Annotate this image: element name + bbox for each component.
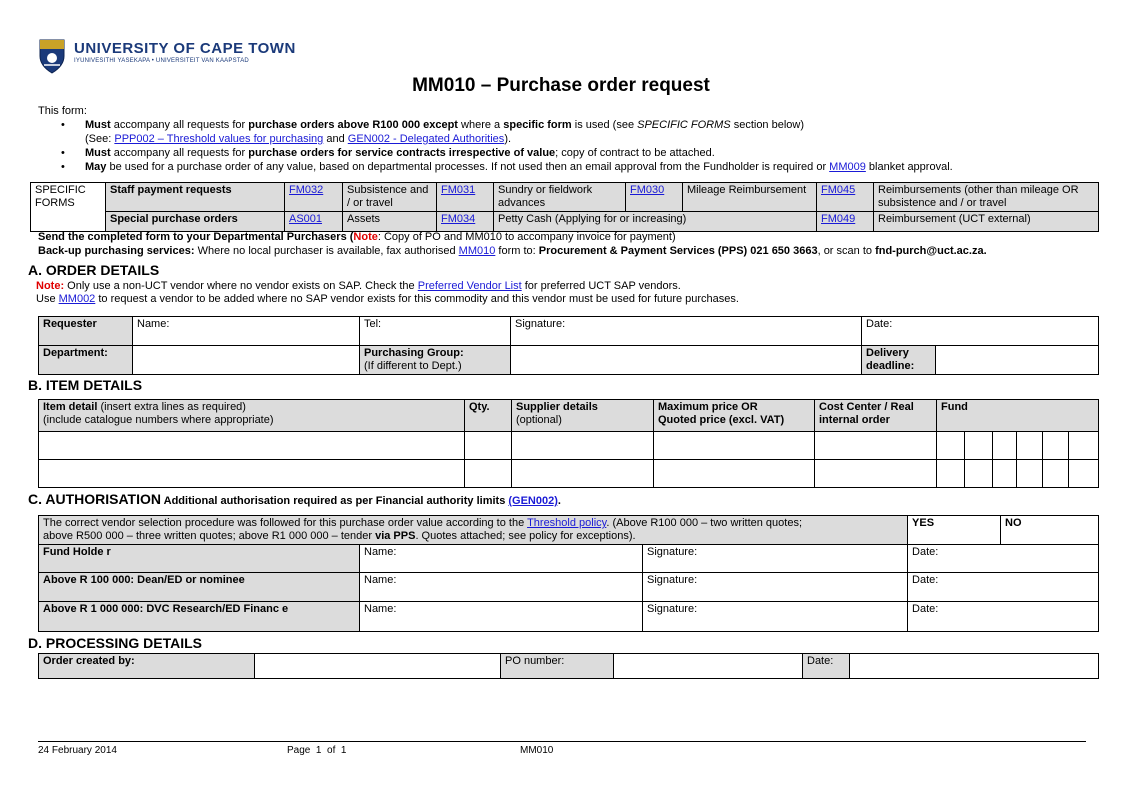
order-created-field[interactable] <box>255 654 501 679</box>
order-created-label: Order created by: <box>39 654 255 679</box>
po-number-label: PO number: <box>501 654 614 679</box>
dvc-date-field[interactable]: Date: <box>908 602 1099 632</box>
send-instructions: Send the completed form to your Departmental Purchasers (Note: Copy of PO and MM010 to accompany invoice for payment) <box>38 231 676 243</box>
mm010-link[interactable]: MM010 <box>458 245 496 257</box>
fm031-link[interactable]: FM031 <box>441 184 476 196</box>
cost-center-cell[interactable] <box>815 460 937 488</box>
fund-cell[interactable] <box>1043 460 1069 488</box>
bullet-1-refs: (See: PPP002 – Threshold values for purchasing and GEN002 - Delegated Authorities). <box>85 133 512 145</box>
ppp002-link[interactable]: PPP002 – Threshold values for purchasing <box>114 133 324 145</box>
fm049-desc: Reimbursement (UCT external) <box>874 212 1099 232</box>
requester-tel-field[interactable]: Tel: <box>360 317 511 346</box>
fund-cell[interactable] <box>1017 432 1043 460</box>
processing-date-field[interactable] <box>850 654 1099 679</box>
fund-cell[interactable] <box>937 432 965 460</box>
threshold-policy-link[interactable]: Threshold policy <box>527 517 607 529</box>
requester-signature-field[interactable]: Signature: <box>511 317 862 346</box>
qty-header: Qty. <box>465 400 512 432</box>
no-option[interactable]: NO <box>1001 516 1099 545</box>
delivery-deadline-label: Delivery deadline: <box>862 346 936 375</box>
fund-cell[interactable] <box>993 432 1017 460</box>
fund-cell[interactable] <box>993 460 1017 488</box>
section-a-title: A. ORDER DETAILS <box>28 262 160 278</box>
bullet-2: • Must accompany all requests for purchase orders for service contracts irrespective of value; copy of contract to be attached. <box>61 147 715 159</box>
section-c-title: C. AUTHORISATION <box>28 491 161 507</box>
fund-cell[interactable] <box>1069 460 1099 488</box>
intro-lead: This form: <box>38 105 87 117</box>
price-cell[interactable] <box>654 432 815 460</box>
qty-cell[interactable] <box>465 432 512 460</box>
cost-center-header: Cost Center / Real internal order <box>815 400 937 432</box>
dean-date-field[interactable]: Date: <box>908 573 1099 602</box>
requester-name-field[interactable]: Name: <box>133 317 360 346</box>
staff-payment-label: Staff payment requests <box>106 183 285 212</box>
page-title: MM010 – Purchase order request <box>412 75 710 96</box>
gen002-authority-link[interactable]: (GEN002) <box>508 495 558 507</box>
logo-name: UNIVERSITY OF CAPE TOWN <box>74 40 296 57</box>
fund-cell[interactable] <box>1043 432 1069 460</box>
uct-logo <box>38 38 296 74</box>
specific-forms-table <box>30 182 1099 232</box>
qty-cell[interactable] <box>465 460 512 488</box>
dean-signature-field[interactable]: Signature: <box>643 573 908 602</box>
footer-date: 24 February 2014 <box>38 745 117 756</box>
fund-holder-signature-field[interactable]: Signature: <box>643 545 908 573</box>
delivery-deadline-field[interactable] <box>936 346 1099 375</box>
fm045-desc: Reimbursements (other than mileage OR subsistence and / or travel <box>874 183 1099 212</box>
purchasing-group-label: Purchasing Group: (If different to Dept.) <box>360 346 511 375</box>
item-details-table <box>38 399 1099 488</box>
fund-holder-name-field[interactable]: Name: <box>360 545 643 573</box>
bullet-3: • May be used for a purchase order of any value, based on departmental processes. If not used then an email approval from the Fundholder is required or MM009 blanket approval. <box>61 161 953 173</box>
item-cell[interactable] <box>39 432 465 460</box>
dean-name-field[interactable]: Name: <box>360 573 643 602</box>
fund-holder-label: Fund Holde r <box>39 545 360 573</box>
processing-date-label: Date: <box>803 654 850 679</box>
price-cell[interactable] <box>654 460 815 488</box>
table-row <box>39 432 1099 460</box>
fund-holder-date-field[interactable]: Date: <box>908 545 1099 573</box>
item-detail-header: Item detail (insert extra lines as required) (include catalogue numbers where appropriate) <box>39 400 465 432</box>
section-a-note-1: Note: Only use a non-UCT vendor where no vendor exists on SAP. Check the Preferred Vendor List for preferred UCT SAP vendors. <box>36 280 681 292</box>
fm032-desc: Subsistence and / or travel <box>343 183 437 212</box>
requester-date-field[interactable]: Date: <box>862 317 1099 346</box>
logo-subtitle: IYUNIVESITHI YASEKAPA • UNIVERSITEIT VAN KAAPSTAD <box>74 58 249 64</box>
fund-cell[interactable] <box>937 460 965 488</box>
fm034-desc: Petty Cash (Applying for or increasing) <box>494 212 817 232</box>
purchasing-group-field[interactable] <box>511 346 862 375</box>
cost-center-cell[interactable] <box>815 432 937 460</box>
dean-label: Above R 100 000: Dean/ED or nominee <box>39 573 360 602</box>
uct-crest-icon <box>38 38 66 74</box>
department-label: Department: <box>39 346 133 375</box>
section-a-note-2: Use MM002 to request a vendor to be added where no SAP vendor exists for this commodity and this vendor must be used for future purchases. <box>36 293 739 305</box>
fm031-desc: Sundry or fieldwork advances <box>494 183 626 212</box>
requester-label: Requester <box>39 317 133 346</box>
fm030-desc: Mileage Reimbursement <box>683 183 817 212</box>
as001-desc: Assets <box>343 212 437 232</box>
bullet-1: • Must accompany all requests for purchase orders above R100 000 except where a specific form is used (see SPECIFIC FORMS section below) <box>61 119 805 131</box>
backup-purchasing: Back-up purchasing services: Where no local purchaser is available, fax authorised MM010 form to: Procurement & Payment Services (PPS) 021 650 3663, or scan to fnd-purch@uct.ac.za. <box>38 245 987 257</box>
as001-link[interactable]: AS001 <box>289 213 323 225</box>
dvc-signature-field[interactable]: Signature: <box>643 602 908 632</box>
supplier-cell[interactable] <box>512 432 654 460</box>
fund-cell[interactable] <box>965 432 993 460</box>
mm002-link[interactable]: MM002 <box>58 293 96 305</box>
po-number-field[interactable] <box>614 654 803 679</box>
specific-forms-label: SPECIFIC FORMS <box>31 183 106 232</box>
preferred-vendor-link[interactable]: Preferred Vendor List <box>417 280 522 292</box>
footer-page: Page 1 of 1 <box>287 745 347 756</box>
supplier-header: Supplier details (optional) <box>512 400 654 432</box>
mm009-link[interactable]: MM009 <box>829 161 866 173</box>
section-c-heading: C. AUTHORISATION Additional authorisation required as per Financial authority limits (GEN002). <box>28 491 561 507</box>
fund-cell[interactable] <box>1017 460 1043 488</box>
dvc-name-field[interactable]: Name: <box>360 602 643 632</box>
fm045-link[interactable]: FM045 <box>821 184 856 196</box>
item-cell[interactable] <box>39 460 465 488</box>
fm032-link[interactable]: FM032 <box>289 184 324 196</box>
fm049-link[interactable]: FM049 <box>821 213 856 225</box>
authorisation-table <box>38 515 1099 632</box>
footer-code: MM010 <box>520 745 554 756</box>
footer-divider <box>38 741 1086 742</box>
yes-option[interactable]: YES <box>908 516 1001 545</box>
processing-details-table <box>38 653 1099 679</box>
fund-cell[interactable] <box>1069 432 1099 460</box>
fund-cell[interactable] <box>965 460 993 488</box>
intro-bullets <box>58 119 953 175</box>
table-row <box>39 460 1099 488</box>
special-purchase-label: Special purchase orders <box>106 212 285 232</box>
fund-header: Fund <box>937 400 1099 432</box>
supplier-cell[interactable] <box>512 460 654 488</box>
price-header: Maximum price OR Quoted price (excl. VAT) <box>654 400 815 432</box>
fm030-link[interactable]: FM030 <box>630 184 665 196</box>
vendor-selection-statement: The correct vendor selection procedure was followed for this purchase order value according to the Threshold policy. (Above R100 000 – two written quotes; above R500 000 – three written quotes; above R1 000 000 – tender via PPS. Quotes attached; see policy for exceptions). <box>39 516 908 545</box>
department-field[interactable] <box>133 346 360 375</box>
dvc-label: Above R 1 000 000: DVC Research/ED Financ e <box>39 602 360 632</box>
fm034-link[interactable]: FM034 <box>441 213 476 225</box>
order-details-table <box>38 316 1099 375</box>
section-d-title: D. PROCESSING DETAILS <box>28 635 202 651</box>
section-b-title: B. ITEM DETAILS <box>28 377 143 393</box>
gen002-link[interactable]: GEN002 - Delegated Authorities <box>347 133 505 145</box>
